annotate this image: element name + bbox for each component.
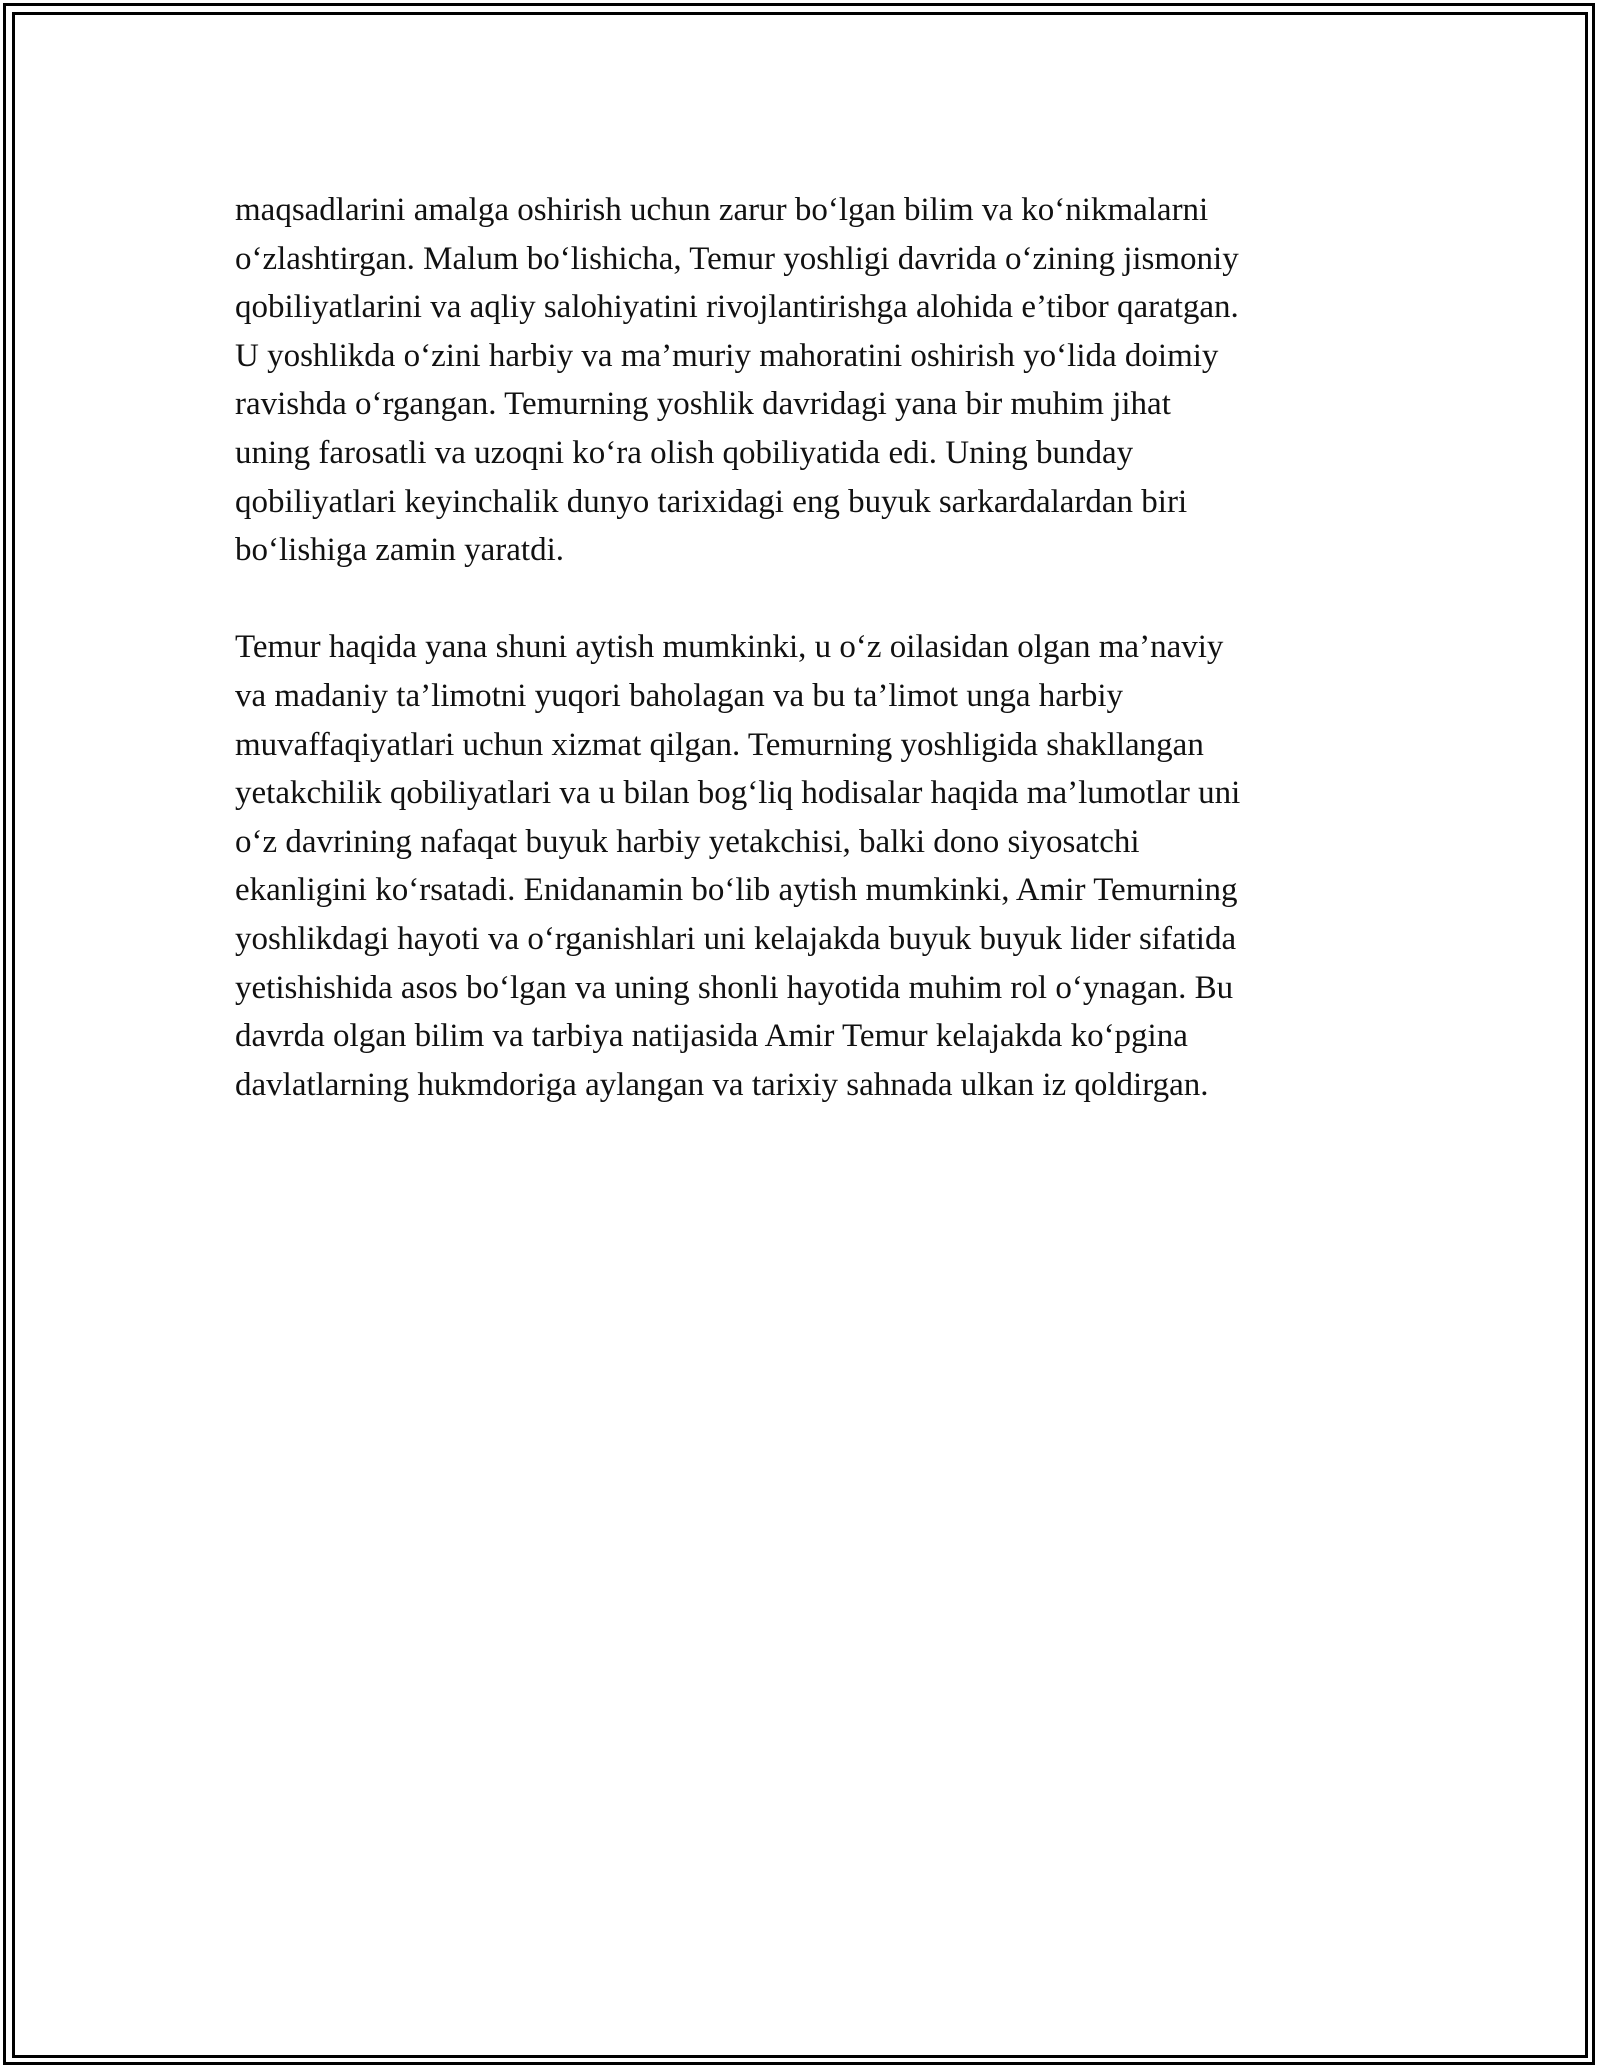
text-line: qobiliyatlari keyinchalik dunyo tarixidagi eng buyuk sarkardalardan biri [235, 483, 1188, 520]
text-line: maqsadlarini amalga oshirish uchun zarur bo‘lgan bilim va ko‘nikmalarni [235, 192, 1209, 228]
text-line: U yoshlikda o‘zini harbiy va ma’muriy mahoratini oshirish yo‘lida doimiy [235, 337, 1219, 374]
paragraph-1 [235, 186, 1365, 575]
text-line: bo‘lishiga zamin yaratdi. [235, 532, 564, 569]
text-line: davlatlarning hukmdoriga aylangan va tarixiy sahnada ulkan iz qoldirgan. [235, 1066, 1209, 1103]
text-line: o‘zlashtirgan. Malum bo‘lishicha, Temur yoshligi davrida o‘zining jismoniy [235, 240, 1239, 277]
text-line: o‘z davrining nafaqat buyuk harbiy yetakchisi, balki dono siyosatchi [235, 823, 1140, 860]
document-body [235, 186, 1365, 1109]
text-line: ravishda o‘rgangan. Temurning yoshlik davridagi yana bir muhim jihat [235, 386, 1171, 423]
text-line: qobiliyatlarini va aqliy salohiyatini rivojlantirishga alohida e’tibor qaratgan. [235, 289, 1239, 326]
text-line: yetishishida asos bo‘lgan va uning shonli hayotida muhim rol o‘ynagan. Bu [235, 969, 1234, 1006]
text-line: ekanligini ko‘rsatadi. Enidanamin bo‘lib aytish mumkinki, Amir Temurning [235, 872, 1238, 909]
text-line: yetakchilik qobiliyatlari va u bilan bog‘liq hodisalar haqida ma’lumotlar uni [235, 775, 1241, 812]
text-line: uning farosatli va uzoqni ko‘ra olish qobiliyatida edi. Uning bunday [235, 434, 1134, 471]
paragraph-2 [235, 623, 1365, 1109]
text-line: va madaniy ta’limotni yuqori baholagan va bu ta’limot unga harbiy [235, 677, 1124, 714]
text-line: yoshlikdagi hayoti va o‘rganishlari uni kelajakda buyuk buyuk lider sifatida [235, 920, 1237, 957]
text-line: muvaffaqiyatlari uchun xizmat qilgan. Temurning yoshligida shakllangan [235, 726, 1204, 763]
text-line: Temur haqida yana shuni aytish mumkinki, u o‘z oilasidan olgan ma’naviy [235, 629, 1224, 666]
text-line: davrda olgan bilim va tarbiya natijasida Amir Temur kelajakda ko‘pgina [235, 1018, 1188, 1055]
